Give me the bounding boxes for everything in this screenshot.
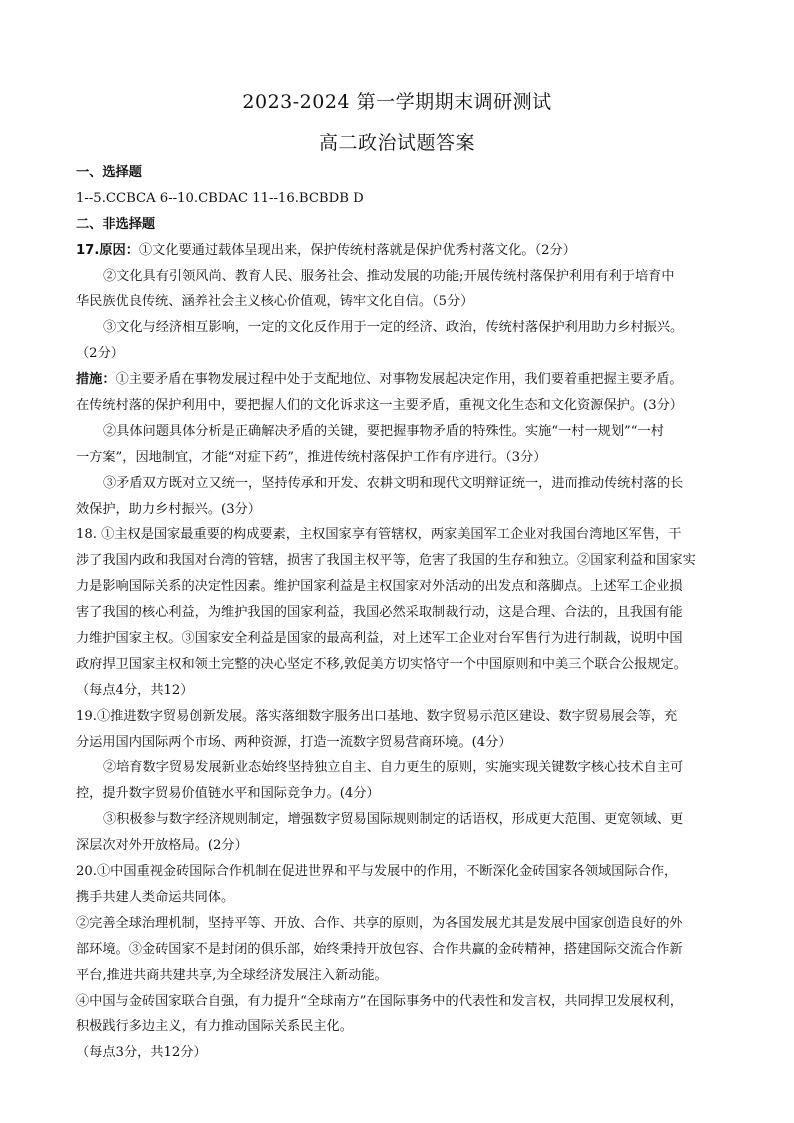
q19-line-3: ②培育数字贸易发展新业态始终坚持独立自主、自力更生的原则，实施实现关键数字核心技术自主可 — [103, 760, 684, 776]
q17-label: 17.原因： — [76, 242, 139, 258]
q17-line-10: ③矛盾双方既对立又统一，坚持传承和开发、农耕文明和现代文明辩证统一，进而推动传统村落的长 — [103, 475, 684, 491]
q17-text-6: ①主要矛盾在事物发展过程中处于支配地位、对事物发展起决定作用，我们要着重把握主要矛盾。 — [115, 372, 683, 388]
q17-line-11: 效保护，助力乡村振兴。(3分） — [76, 501, 261, 517]
q18-line-4: 害了我国的核心利益，为维护我国的国家利益，我国必然采取制裁行动，这是合理、合法的，且我国有能 — [76, 605, 683, 621]
q18-line-1: 18. ①主权是国家最重要的构成要素，主权国家享有管辖权，两家美国军工企业对我国台湾地区军售，干 — [76, 527, 682, 543]
q20-line-6: ④中国与金砖国家联合自强，有力提升“全球南方”在国际事务中的代表性和发言权，共同捍卫发展权利， — [76, 993, 683, 1009]
q17-line-4: ③文化与经济相互影响，一定的文化反作用于一定的经济、政治，传统村落保护利用助力乡村振兴。 — [103, 320, 684, 336]
q18-line-2: 涉了我国内政和我国对台湾的管辖，损害了我国主权平等，危害了我国的生存和独立。②国家利益和国家实 — [76, 553, 696, 569]
q20-line-1: 20.①中国重视金砖国际合作机制在促进世界和平与发展中的作用，不断深化金砖国家各领域国际合作， — [76, 864, 678, 880]
answer-body — [76, 160, 726, 1066]
q18-line-3: 力是影响国际关系的决定性因素。维护国家利益是主权国家对外活动的出发点和落脚点。上述军工企业损 — [76, 579, 683, 595]
q17-text-1: ①文化要通过载体呈现出来，保护传统村落就是保护优秀村落文化。（2分） — [138, 242, 576, 258]
q17-line-2: ②文化具有引领风尚、教育人民、服务社会、推动发展的功能;开展传统村落保护利用有利于培育中 — [103, 268, 675, 284]
q17-line-9: 一方案”，因地制宜，才能“对症下药”，推进传统村落保护工作有序进行。（3分） — [76, 449, 547, 465]
q20-line-4: 部环境。③金砖国家不是封闭的俱乐部，始终秉持开放包容、合作共赢的金砖精神，搭建国际交流合作新 — [76, 941, 683, 957]
page-subtitle: 高二政治试题答案 — [318, 132, 475, 154]
q17-line-7: 在传统村落的保护利用中，要把握人们的文化诉求这一主要矛盾，重视文化生态和文化资源保护。(3分） — [76, 398, 683, 414]
section-heading-choice: 一、选择题 — [76, 165, 142, 180]
choice-answers: 1--5.CCBCA 6--10.CBDAC 11--16.BCBDB D — [76, 190, 364, 206]
q18-line-7: （每点4分，共12） — [76, 682, 194, 698]
q20-line-8: （每点3分，共12分） — [76, 1045, 207, 1061]
q17-line-3: 华民族优良传统、涵养社会主义核心价值观，铸牢文化自信。（5分） — [76, 294, 474, 310]
q20-line-2: 携手共建人类命运共同体。 — [76, 889, 235, 905]
section-heading-nonchoice: 二、非选择题 — [76, 216, 156, 232]
q18-line-6: 政府捍卫国家主权和领土完整的决心坚定不移,敦促美方切实恪守一个中国原则和中美三个联合公报规定。 — [76, 656, 687, 672]
q19-line-4: 控，提升数字贸易价值链水平和国际竞争力。(4分） — [76, 786, 380, 802]
q17-measures-label: 措施： — [76, 372, 116, 388]
q18-line-5: 力维护国家主权。③国家安全利益是国家的最高利益，对上述军工企业对台军售行为进行制裁，说明中国 — [76, 631, 683, 647]
q17-line-6 — [76, 367, 726, 393]
q20-line-3: ②完善全球治理机制，坚持平等、开放、合作、共享的原则，为各国发展尤其是发展中国家创造良好的外 — [76, 915, 683, 931]
q20-line-5: 平台,推进共商共建共享,为全球经济发展注入新动能。 — [76, 967, 388, 983]
q19-line-5: ③积极参与数字经济规则制定，增强数字贸易国际规则制定的话语权，形成更大范围、更宽领域、更 — [103, 812, 684, 828]
q17-line-5: （2分） — [76, 346, 124, 362]
q17-line-1 — [76, 238, 726, 264]
q19-line-1: 19.①推进数字贸易创新发展。落实落细数字服务出口基地、数字贸易示范区建设、数字贸易展会等，充 — [76, 708, 678, 724]
page-title: 2023-2024 第一学期期末调研测试 — [242, 91, 552, 113]
q19-line-2: 分运用国内国际两个市场、两种资源，打造一流数字贸易营商环境。(4分） — [76, 734, 512, 750]
q19-line-6: 深层次对外开放格局。(2分） — [76, 838, 248, 854]
q20-line-7: 积极践行多边主义，有力推动国际关系民主化。 — [76, 1019, 353, 1035]
q17-line-8: ②具体问题具体分析是正确解决矛盾的关键，要把握事物矛盾的特殊性。实施“一村一规划”“一村 — [103, 423, 664, 439]
